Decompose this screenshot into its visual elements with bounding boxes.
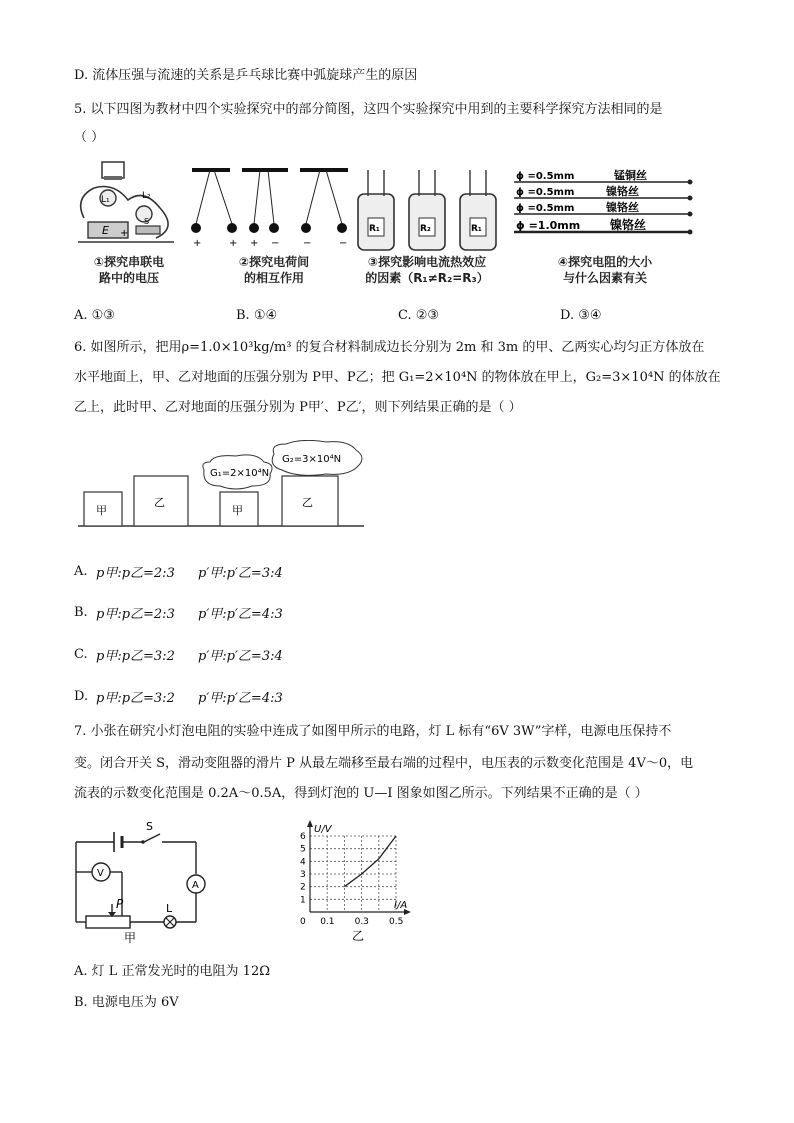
q6-block-b-left: 乙 — [154, 496, 165, 509]
q6-option-a[interactable] — [74, 562, 283, 581]
fig1-label-s: S — [144, 217, 150, 226]
q6-option-b-ratio2: p′甲:p′乙=4:3 — [198, 607, 283, 622]
q6-stem-line3: 乙上，此时甲、乙对地面的压强分别为 P甲′、P乙′，则下列结果正确的是（ ） — [74, 400, 522, 415]
q5-figure-strip — [74, 158, 714, 290]
fig2-caption-line2: 的相互作用 — [243, 271, 304, 285]
fig2-caption-line1: ②探究电荷间 — [238, 255, 310, 269]
fig4-wire1-mat: 锰铜丝 — [614, 169, 647, 182]
fig1-label-plus: + — [120, 228, 129, 239]
q6-option-d-ratio1: p甲:p乙=3:2 — [96, 691, 175, 706]
q6-option-b[interactable] — [74, 603, 283, 622]
q6-option-c-ratio1: p甲:p乙=3:2 — [96, 649, 175, 664]
q6-option-c-letter: C. — [74, 647, 88, 662]
graph-y-tick-2: 2 — [300, 882, 306, 893]
q6-option-c-ratio2: p′甲:p′乙=3:4 — [198, 649, 283, 664]
q6-option-d-ratio2: p′甲:p′乙=4:3 — [198, 691, 283, 706]
graph-y-tick-1: 1 — [300, 895, 306, 906]
fig2-sign-5: − — [303, 238, 312, 248]
q6-figure — [76, 440, 366, 530]
fig4-wire4-mat: 镍铬丝 — [610, 218, 647, 232]
graph-x-label: I/A — [394, 900, 408, 911]
q6-block-b-right: 乙 — [302, 496, 313, 509]
fig4-wire2-mat: 镍铬丝 — [606, 185, 639, 198]
q5-fig1-caption — [74, 254, 184, 286]
q7-voltmeter-label: V — [97, 868, 104, 879]
fig3-caption-line1: ③探究影响电流热效应 — [367, 255, 487, 269]
q5-stem-line2: （ ） — [74, 130, 105, 145]
fig2-sign-1: + — [193, 238, 202, 248]
graph-y-tick-5: 5 — [300, 844, 306, 855]
q5-option-c[interactable]: C. ②③ — [398, 308, 440, 323]
graph-y-tick-6: 6 — [300, 832, 306, 842]
q7-option-a[interactable]: A. 灯 L 正常发光时的电阻为 12Ω — [74, 964, 271, 979]
q6-stem-line1: 6. 如图所示，把用ρ=1.0×10³kg/m³ 的复合材料制成边长分别为 2m 和 3m 的甲、乙两实心均匀正方体放在 — [74, 340, 705, 355]
graph-y-tick-3: 3 — [300, 870, 306, 880]
fig4-caption-line1: ④探究电阻的大小 — [557, 255, 653, 269]
q6-option-a-ratio1: p甲:p乙=2:3 — [96, 566, 175, 581]
graph-x-tick-05: 0.5 — [389, 917, 404, 927]
q5-fig3-caption — [342, 254, 512, 286]
fig4-wire3-mat: 镍铬丝 — [606, 201, 639, 214]
q7-stem-line2: 变。闭合开关 S，滑动变阻器的滑片 P 从最左端移至最右端的过程中，电压表的示数变化范围是 4V～0，电 — [74, 756, 694, 771]
fig1-caption-line2: 路中的电压 — [98, 271, 159, 285]
fig3-caption-line2: 的因素（R₁≠R₂=R₃） — [365, 271, 489, 285]
graph-caption: 乙 — [352, 929, 365, 943]
fig2-sign-3: + — [250, 238, 259, 248]
fig2-sign-6: − — [339, 238, 348, 248]
graph-y-label: U/V — [314, 824, 332, 835]
q6-block-a-right: 甲 — [232, 504, 243, 517]
q6-option-d[interactable] — [74, 687, 283, 706]
q7-ui-graph — [296, 816, 426, 946]
q6-option-a-ratio2: p′甲:p′乙=3:4 — [198, 566, 283, 581]
q5-option-d[interactable]: D. ③④ — [560, 308, 602, 323]
q5-option-a[interactable]: A. ①③ — [74, 308, 115, 323]
fig1-caption-line1: ①探究串联电 — [93, 255, 165, 269]
q7-option-b[interactable]: B. 电源电压为 6V — [74, 995, 179, 1010]
q6-option-a-letter: A. — [74, 564, 88, 579]
graph-y-arrow — [307, 820, 313, 827]
q7-lamp-label: L — [166, 902, 173, 915]
graph-x-tick-0: 0 — [300, 917, 306, 927]
fig4-wire4-dia: ϕ =1.0mm — [516, 219, 581, 232]
q5-fig2-caption — [214, 254, 334, 286]
fig3-r3: R₁ — [471, 224, 482, 234]
fig1-label-e: E — [102, 224, 109, 237]
q4-option-d: D. 流体压强与流速的关系是乒乓球比赛中弧旋球产生的原因 — [74, 68, 418, 83]
q7-circuit-caption: 甲 — [124, 931, 137, 945]
q6-g2-label: G₂=3×10⁴N — [282, 454, 342, 465]
q7-circuit — [66, 816, 226, 946]
q5-options — [74, 308, 724, 323]
q7-stem-line1: 7. 小张在研究小灯泡电阻的实验中连成了如图甲所示的电路，灯 L 标有“6V 3W”字样，电源电压保持不 — [74, 724, 672, 739]
q5-stem-line1: 5. 以下四图为教材中四个实验探究中的部分简图，这四个实验探究中用到的主要科学探究方法相同的是 — [74, 102, 663, 117]
q7-slider-label: P — [116, 897, 124, 911]
fig2-sign-2: + — [229, 238, 238, 248]
q5-fig2-pendulums — [190, 164, 350, 248]
fig2-sign-4: − — [271, 238, 280, 248]
q7-stem-line3: 流表的示数变化范围是 0.2A～0.5A，得到灯泡的 U—I 图象如图乙所示。下列结果不正确的是（ ） — [74, 786, 648, 801]
graph-x-tick-01: 0.1 — [320, 917, 335, 927]
q7-switch-label: S — [146, 820, 153, 833]
q6-option-b-ratio1: p甲:p乙=2:3 — [96, 607, 175, 622]
q6-option-d-letter: D. — [74, 689, 89, 704]
graph-y-tick-4: 4 — [300, 857, 306, 868]
q6-option-c[interactable] — [74, 645, 283, 664]
fig1-label-l2: L₂ — [142, 191, 151, 201]
fig3-r1: R₁ — [369, 224, 380, 234]
q6-g1-label: G₁=2×10⁴N — [210, 468, 270, 479]
fig4-wire1-dia: ϕ =0.5mm — [516, 171, 575, 182]
q5-fig4-wires — [510, 168, 696, 252]
q5-fig1-circuit — [74, 158, 182, 248]
q5-fig4-caption — [520, 254, 690, 286]
q6-block-a-left: 甲 — [96, 504, 107, 517]
fig4-wire2-dia: ϕ =0.5mm — [516, 187, 575, 198]
fig4-wire3-dia: ϕ =0.5mm — [516, 203, 575, 214]
q6-option-b-letter: B. — [74, 605, 88, 620]
q6-stem-line2: 水平地面上，甲、乙对地面的压强分别为 P甲、P乙；把 G₁=2×10⁴N 的物体放在甲上，G₂=3×10⁴N 的体放在 — [74, 370, 721, 385]
q5-fig3-beakers — [354, 166, 500, 256]
fig4-caption-line2: 与什么因素有关 — [562, 271, 647, 285]
q5-option-b[interactable]: B. ①④ — [236, 308, 278, 323]
graph-x-tick-03: 0.3 — [354, 917, 369, 927]
q7-ammeter-label: A — [192, 880, 199, 891]
fig1-label-l1: L₁ — [101, 195, 110, 205]
fig3-r2: R₂ — [420, 224, 431, 234]
